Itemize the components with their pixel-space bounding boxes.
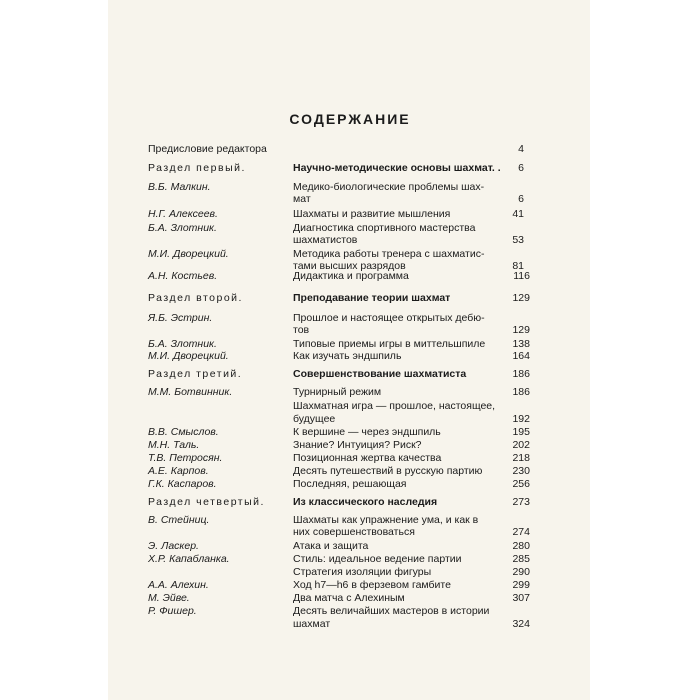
entry-title: Десять путешествий в русскую партию <box>293 465 483 477</box>
entry-author: В. Стейниц. <box>148 514 210 526</box>
entry-title: Диагностика спортивного мастерства <box>293 222 476 234</box>
entry-title: Последняя, решающая <box>293 478 407 490</box>
entry-title: Знание? Интуиция? Риск? <box>293 439 422 451</box>
entry-author: В.Б. Малкин. <box>148 181 211 193</box>
page-title: СОДЕРЖАНИЕ <box>289 111 411 127</box>
preface-label: Предисловие редактора <box>148 143 267 155</box>
entry-author: М.И. Дворецкий. <box>148 350 229 362</box>
entry-author: М. Эйве. <box>148 592 190 604</box>
entry-title: Как изучать эндшпиль <box>293 350 402 362</box>
entry-page: 81 <box>512 260 524 272</box>
entry-title: Шахматы как упражнение ума, и как в <box>293 514 479 526</box>
entry-author: В.В. Смыслов. <box>148 426 219 438</box>
entry-author: Я.Б. Эстрин. <box>148 312 213 324</box>
entry-title: Дидактика и программа <box>293 270 409 282</box>
entry-title: Ход h7—h6 в ферзевом гамбите <box>293 579 451 591</box>
entry-page: 290 <box>512 566 530 578</box>
section-4-page: 273 <box>512 496 530 508</box>
entry-page: 202 <box>512 439 530 451</box>
section-2-label: Раздел второй. <box>148 292 243 304</box>
entry-page: 186 <box>512 386 530 398</box>
entry-title: Атака и защита <box>293 540 369 552</box>
entry-title: Шахматная игра — прошлое, настоящее, <box>293 400 496 412</box>
entry-page: 192 <box>512 413 530 425</box>
entry-page: 138 <box>512 338 530 350</box>
section-1-title: Научно-методические основы шахмат. . <box>293 162 501 174</box>
entry-page: 299 <box>512 579 530 591</box>
entry-title-cont: шахматистов <box>293 234 358 246</box>
entry-author: Т.В. Петросян. <box>148 452 223 464</box>
entry-page: 256 <box>512 478 530 490</box>
entry-title: Прошлое и настоящее открытых дебю- <box>293 312 485 324</box>
entry-page: 307 <box>512 592 530 604</box>
entry-title: Два матча с Алехиным <box>293 592 405 604</box>
entry-title-cont: мат <box>293 193 311 205</box>
preface-page: 4 <box>518 143 524 155</box>
entry-title: Позиционная жертва качества <box>293 452 442 464</box>
entry-title: Медико-биологические проблемы шах- <box>293 181 485 193</box>
section-3-page: 186 <box>512 368 530 380</box>
entry-author: Р. Фишер. <box>148 605 197 617</box>
entry-author: Б.А. Злотник. <box>148 222 217 234</box>
entry-author: Б.А. Злотник. <box>148 338 217 350</box>
entry-author: М.И. Дворецкий. <box>148 248 229 260</box>
entry-author: М.М. Ботвинник. <box>148 386 233 398</box>
entry-author: Н.Г. Алексеев. <box>148 208 218 220</box>
entry-author: М.Н. Таль. <box>148 439 200 451</box>
entry-title: Стиль: идеальное ведение партии <box>293 553 462 565</box>
entry-page: 116 <box>513 270 530 282</box>
entry-page: 41 <box>512 208 524 220</box>
entry-title: Типовые приемы игры в миттельшпиле <box>293 338 486 350</box>
entry-page: 218 <box>512 452 530 464</box>
entry-title: Методика работы тренера с шахматис- <box>293 248 485 260</box>
entry-author: А.Е. Карпов. <box>148 465 209 477</box>
entry-page: 129 <box>512 324 530 336</box>
entry-title-cont: тов <box>293 324 310 336</box>
entry-page: 230 <box>512 465 530 477</box>
entry-title: Шахматы и развитие мышления <box>293 208 451 220</box>
entry-author: А.А. Алехин. <box>148 579 209 591</box>
section-4-title: Из классического наследия <box>293 496 438 508</box>
entry-title: Стратегия изоляции фигуры <box>293 566 432 578</box>
entry-page: 285 <box>512 553 530 565</box>
section-1-page: 6 <box>518 162 524 174</box>
section-3-label: Раздел третий. <box>148 368 243 380</box>
entry-page: 280 <box>512 540 530 552</box>
entry-title-cont: шахмат <box>293 618 331 630</box>
entry-title-cont: тами высших разрядов <box>293 260 406 272</box>
entry-author: А.Н. Костьев. <box>148 270 218 282</box>
entry-page: 164 <box>512 350 530 362</box>
entry-page: 53 <box>512 234 524 246</box>
section-3-title: Совершенствование шахматиста <box>293 368 467 380</box>
section-2-title: Преподавание теории шахмат <box>293 292 451 304</box>
entry-author: Г.К. Каспаров. <box>148 478 217 490</box>
entry-title-cont: будущее <box>293 413 336 425</box>
entry-title: К вершине — через эндшпиль <box>293 426 441 438</box>
entry-title: Турнирный режим <box>293 386 382 398</box>
entry-title-cont: них совершенствоваться <box>293 526 415 538</box>
entry-page: 274 <box>512 526 530 538</box>
entry-page: 6 <box>518 193 524 205</box>
section-4-label: Раздел четвертый. <box>148 496 265 508</box>
entry-author: Х.Р. Капабланка. <box>148 553 230 565</box>
section-2-page: 129 <box>512 292 530 304</box>
entry-author: Э. Ласкер. <box>148 540 199 552</box>
section-1-label: Раздел первый. <box>148 162 246 174</box>
entry-page: 324 <box>512 618 530 630</box>
entry-title: Десять величайших мастеров в истории <box>293 605 490 617</box>
entry-page: 195 <box>512 426 530 438</box>
